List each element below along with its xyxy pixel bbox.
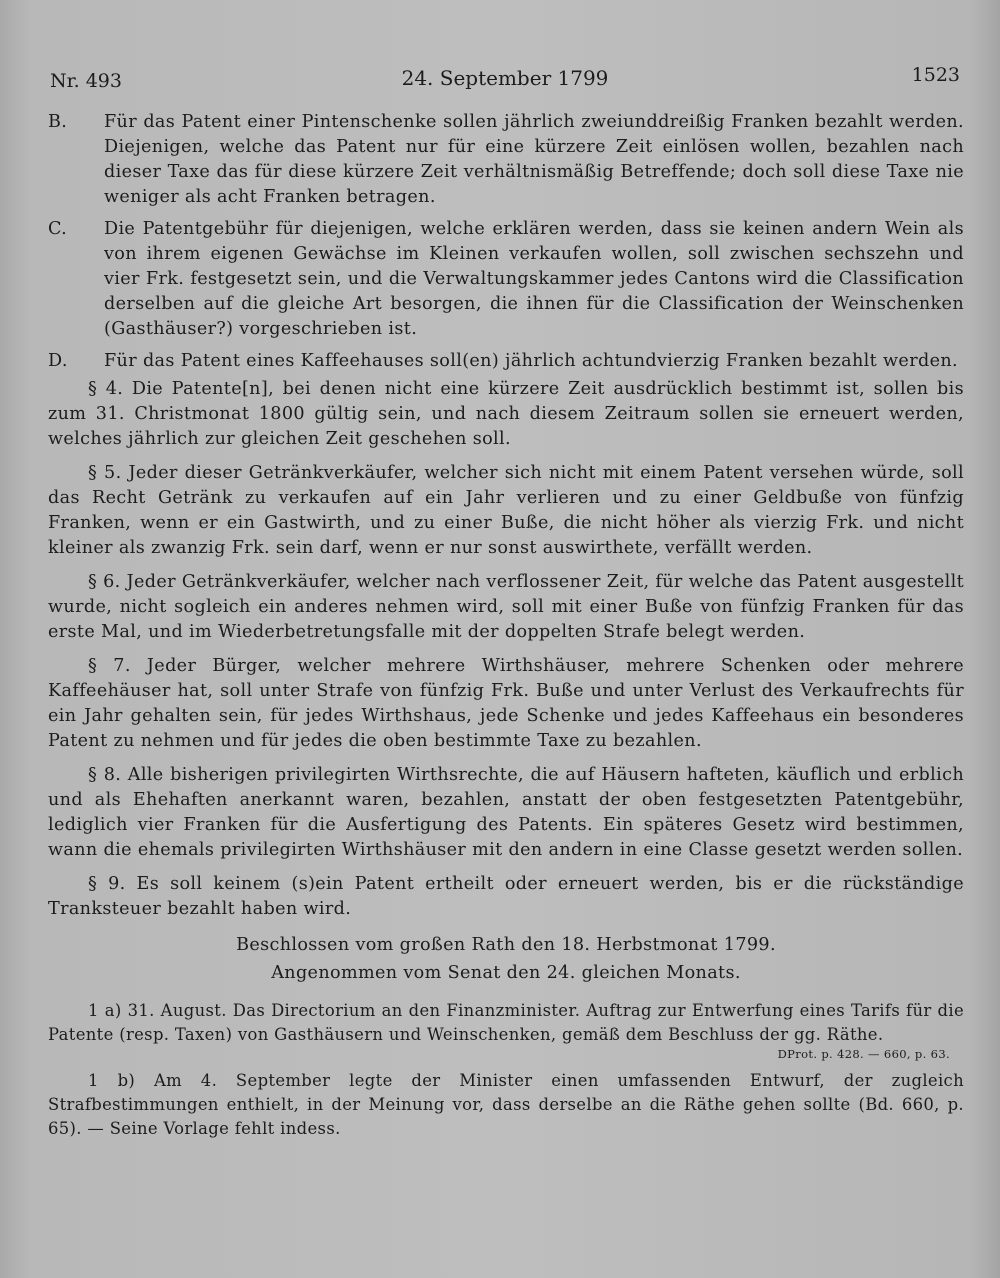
section-5: § 5. Jeder dieser Getränkverkäufer, welcher sich nicht mit einem Patent versehen würde, soll das Recht Getränk zu verkaufen auf ein Jahr verlieren und zu einer Geldbuße von fünfzig Franken, wenn er ein Gastwirth, und zu einer Buße, die nicht höher als vierzig Frk. und nicht kleiner als zwanzig Frk. sein darf, wenn er nur sonst auswirthete, verfällt werden. bbox=[48, 463, 964, 558]
clause-label: B. bbox=[48, 112, 68, 132]
clause-d bbox=[48, 349, 964, 374]
footnote-1a-reference: DProt. p. 428. — 660, p. 63. bbox=[777, 1047, 950, 1061]
clause-text: Für das Patent einer Pintenschenke sollen jährlich zweiunddreißig Franken bezahlt werden. Diejenigen, welche das Patent nur für eine kürzere Zeit einlösen wollen, bezahlen nach dieser Taxe das für diese kürzere Zeit verhältnismäßig Betreffende; doch soll diese Taxe nie weniger als acht Franken betragen. bbox=[104, 112, 964, 207]
page-number: 1523 bbox=[911, 64, 960, 86]
resolution-block bbox=[48, 931, 964, 987]
document-number: Nr. 493 bbox=[50, 70, 122, 92]
section-7: § 7. Jeder Bürger, welcher mehrere Wirthshäuser, mehrere Schenken oder mehrere Kaffeehäuser hat, soll unter Strafe von fünfzig Frk. Buße und unter Verlust des Verkaufrechts für ein Jahr gehalten sein, für jedes Wirthshaus, jede Schenke und jedes Kaffeehaus ein besonderes Patent zu nehmen und für jedes die oben bestimmte Taxe zu bezahlen. bbox=[48, 656, 964, 751]
clause-text: Für das Patent eines Kaffeehauses soll(en) jährlich achtundvierzig Franken bezahlt werden. bbox=[104, 351, 958, 371]
header-date: 24. September 1799 bbox=[401, 66, 609, 90]
section-8: § 8. Alle bisherigen privilegirten Wirthsrechte, die auf Häusern hafteten, käuflich und erblich und als Ehehaften anerkannt waren, bezahlen, anstatt der oben festgesetzten Patentgebühr, lediglich vier Franken für die Ausfertigung des Patents. Ein späteres Gesetz wird bestimmen, wann die ehemals privilegirten Wirthshäuser mit den andern in eine Classe gesetzt werden sollen. bbox=[48, 765, 964, 860]
section-6: § 6. Jeder Getränkverkäufer, welcher nach verflossener Zeit, für welche das Patent ausgestellt wurde, nicht sogleich ein anderes nehmen wird, soll mit einer Buße von fünfzig Franken für das erste Mal, und im Wiederbetretungsfalle mit der doppelten Strafe belegt werden. bbox=[48, 572, 964, 642]
footnote-1a: 1 a) 31. August. Das Directorium an den Finanzminister. Auftrag zur Entwerfung eines Tarifs für die Patente (resp. Taxen) von Gasthäusern und Weinschenken, gemäß dem Beschluss der gg. Räthe. bbox=[48, 1001, 964, 1044]
clause-b bbox=[48, 110, 964, 210]
page-body bbox=[48, 110, 964, 1141]
resolution-great-council: Beschlossen vom großen Rath den 18. Herbstmonat 1799. bbox=[236, 935, 776, 955]
clause-c bbox=[48, 217, 964, 342]
clause-label: C. bbox=[48, 219, 68, 239]
clause-label: D. bbox=[48, 351, 68, 371]
page-header bbox=[50, 66, 960, 96]
section-4: § 4. Die Patente[n], bei denen nicht eine kürzere Zeit ausdrücklich bestimmt ist, sollen bis zum 31. Christmonat 1800 gültig sein, und nach diesem Zeitraum sollen sie erneuert werden, welches jährlich zur gleichen Zeit geschehen soll. bbox=[48, 379, 964, 449]
section-9: § 9. Es soll keinem (s)ein Patent ertheilt oder erneuert werden, bis er die rückständige Tranksteuer bezahlt haben wird. bbox=[48, 874, 964, 919]
footnote-1b: 1 b) Am 4. September legte der Minister einen umfassenden Entwurf, der zugleich Strafbestimmungen enthielt, in der Meinung vor, dass derselbe an die Räthe gehen sollte (Bd. 660, p. 65). — Seine Vorlage fehlt indess. bbox=[48, 1071, 964, 1138]
resolution-senate: Angenommen vom Senat den 24. gleichen Monats. bbox=[271, 963, 741, 983]
clause-text: Die Patentgebühr für diejenigen, welche erklären werden, dass sie keinen andern Wein als von ihrem eigenen Gewächse im Kleinen verkaufen wollen, soll zwischen sechszehn und vier Frk. festgesetzt sein, und die Verwaltungskammer jedes Cantons wird die Classification derselben auf die gleiche Art besorgen, die ihnen für die Classification der Weinschenken (Gasthäuser?) vorgeschrieben ist. bbox=[104, 219, 964, 339]
